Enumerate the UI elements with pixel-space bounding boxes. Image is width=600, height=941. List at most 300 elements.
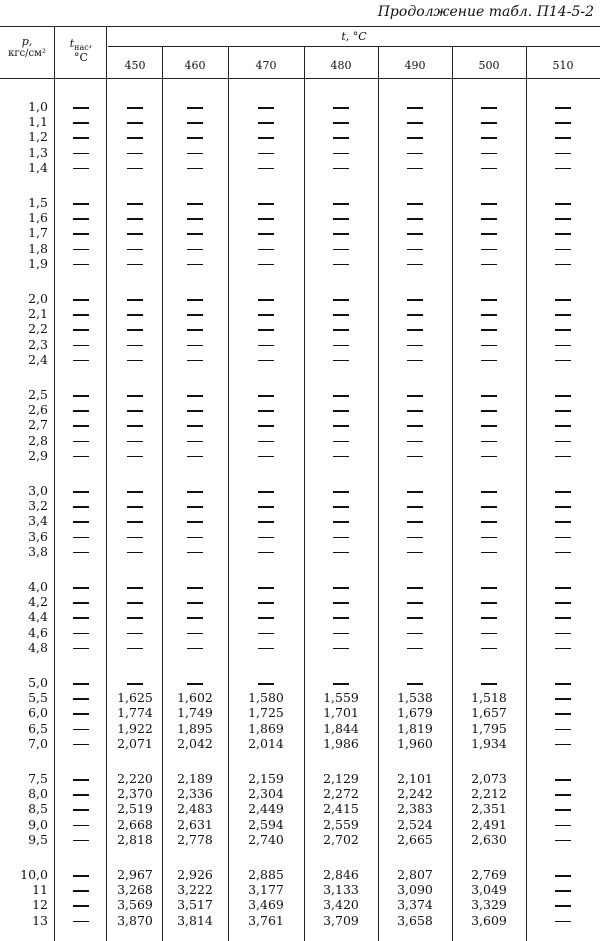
caption: Продолжение табл. П14-5-2 <box>377 4 594 20</box>
value-dash <box>258 249 274 251</box>
value-dash <box>258 648 274 650</box>
value-dash <box>258 395 274 397</box>
rule-vertical <box>526 46 527 941</box>
tsat-dash <box>73 875 89 877</box>
value-dash <box>127 410 143 412</box>
value-dash <box>258 552 274 554</box>
value-dash <box>481 506 497 508</box>
value-cell: 1,844 <box>323 720 359 736</box>
value-dash <box>555 713 571 715</box>
value-dash <box>333 153 349 155</box>
value-dash <box>407 329 423 331</box>
value-dash <box>407 537 423 539</box>
value-dash <box>258 203 274 205</box>
value-dash <box>127 218 143 220</box>
header-temp-490: 490 <box>404 59 426 72</box>
value-dash <box>555 441 571 443</box>
pressure-cell: 7,0 <box>28 735 48 751</box>
value-cell: 2,336 <box>177 786 213 802</box>
value-cell: 2,846 <box>323 867 359 882</box>
value-dash <box>187 345 203 347</box>
value-cell: 2,778 <box>177 831 213 847</box>
value-dash <box>407 587 423 589</box>
pressure-cell: 2,3 <box>28 336 48 352</box>
pressure-cell: 2,7 <box>28 417 48 433</box>
value-dash <box>187 360 203 362</box>
value-cell: 2,630 <box>471 831 507 847</box>
value-dash <box>127 491 143 493</box>
value-dash <box>555 218 571 220</box>
value-dash <box>187 153 203 155</box>
value-dash <box>333 122 349 124</box>
value-cell: 1,725 <box>248 705 284 721</box>
value-dash <box>187 552 203 554</box>
value-dash <box>481 617 497 619</box>
value-dash <box>258 410 274 412</box>
value-dash <box>481 552 497 554</box>
tsat-dash <box>73 537 89 539</box>
value-dash <box>127 602 143 604</box>
value-dash <box>333 299 349 301</box>
value-dash <box>333 410 349 412</box>
value-dash <box>407 456 423 458</box>
value-dash <box>187 633 203 635</box>
value-dash <box>407 648 423 650</box>
value-dash <box>127 203 143 205</box>
pressure-cell: 1,8 <box>28 240 48 256</box>
value-cell: 2,668 <box>117 816 153 832</box>
value-dash <box>127 360 143 362</box>
value-dash <box>187 617 203 619</box>
pressure-cell: 3,6 <box>28 528 48 544</box>
pressure-cell: 4,6 <box>28 624 48 640</box>
value-dash <box>187 683 203 685</box>
value-dash <box>555 203 571 205</box>
value-dash <box>187 314 203 316</box>
tsat-dash <box>73 617 89 619</box>
value-dash <box>555 249 571 251</box>
value-dash <box>555 168 571 170</box>
value-dash <box>407 168 423 170</box>
value-dash <box>333 648 349 650</box>
value-dash <box>127 648 143 650</box>
value-dash <box>127 395 143 397</box>
value-dash <box>555 744 571 746</box>
value-cell: 1,749 <box>177 705 213 721</box>
value-dash <box>407 552 423 554</box>
value-dash <box>333 168 349 170</box>
value-dash <box>481 233 497 235</box>
value-dash <box>555 890 571 892</box>
value-dash <box>481 107 497 109</box>
value-dash <box>258 264 274 266</box>
value-dash <box>407 314 423 316</box>
value-cell: 2,071 <box>117 735 153 751</box>
value-dash <box>481 203 497 205</box>
value-dash <box>258 122 274 124</box>
tsat-dash <box>73 648 89 650</box>
header-temp-480: 480 <box>330 59 352 72</box>
value-cell: 2,559 <box>323 816 359 832</box>
value-dash <box>258 218 274 220</box>
value-dash <box>333 203 349 205</box>
value-dash <box>407 264 423 266</box>
value-dash <box>333 314 349 316</box>
value-dash <box>407 410 423 412</box>
pressure-cell: 2,6 <box>28 402 48 418</box>
value-dash <box>407 137 423 139</box>
value-dash <box>258 521 274 523</box>
value-cell: 1,538 <box>397 690 433 706</box>
tsat-dash <box>73 779 89 781</box>
value-dash <box>127 153 143 155</box>
tsat-dash <box>73 153 89 155</box>
value-cell: 3,222 <box>177 882 213 898</box>
value-dash <box>333 107 349 109</box>
tsat-dash <box>73 825 89 827</box>
value-dash <box>481 345 497 347</box>
value-dash <box>333 521 349 523</box>
value-cell: 2,967 <box>117 867 153 882</box>
pressure-cell: 2,1 <box>28 306 48 322</box>
value-dash <box>555 809 571 811</box>
tsat-dash <box>73 794 89 796</box>
value-dash <box>555 875 571 877</box>
tsat-dash <box>73 456 89 458</box>
value-cell: 2,524 <box>397 816 433 832</box>
value-dash <box>555 107 571 109</box>
value-dash <box>127 107 143 109</box>
value-dash <box>407 218 423 220</box>
value-cell: 2,885 <box>248 867 284 882</box>
pressure-cell: 2,0 <box>28 291 48 306</box>
value-dash <box>333 633 349 635</box>
value-dash <box>481 264 497 266</box>
value-cell: 2,272 <box>323 786 359 802</box>
value-cell: 2,159 <box>248 771 284 786</box>
value-dash <box>187 249 203 251</box>
value-cell: 3,609 <box>471 912 507 928</box>
value-cell: 3,177 <box>248 882 284 898</box>
value-dash <box>258 617 274 619</box>
value-dash <box>481 122 497 124</box>
pressure-cell: 6,5 <box>28 720 48 736</box>
value-dash <box>555 905 571 907</box>
value-dash <box>555 537 571 539</box>
value-dash <box>258 153 274 155</box>
value-dash <box>555 506 571 508</box>
value-dash <box>127 441 143 443</box>
value-dash <box>407 441 423 443</box>
tsat-dash <box>73 506 89 508</box>
value-dash <box>127 329 143 331</box>
value-dash <box>258 506 274 508</box>
value-dash <box>187 122 203 124</box>
value-dash <box>187 425 203 427</box>
value-dash <box>333 249 349 251</box>
value-dash <box>555 683 571 685</box>
tsat-dash <box>73 491 89 493</box>
value-dash <box>407 617 423 619</box>
value-cell: 1,518 <box>471 690 507 706</box>
value-cell: 2,304 <box>248 786 284 802</box>
value-dash <box>555 456 571 458</box>
pressure-cell: 1,1 <box>28 114 48 130</box>
pressure-cell: 4,0 <box>28 579 48 594</box>
value-dash <box>555 521 571 523</box>
pressure-cell: 3,8 <box>28 543 48 559</box>
tsat-dash <box>73 840 89 842</box>
value-dash <box>333 552 349 554</box>
value-dash <box>333 602 349 604</box>
value-dash <box>555 794 571 796</box>
value-cell: 1,895 <box>177 720 213 736</box>
value-dash <box>333 137 349 139</box>
value-dash <box>555 153 571 155</box>
tsat-dash <box>73 360 89 362</box>
value-dash <box>407 233 423 235</box>
value-dash <box>555 122 571 124</box>
tsat-dash <box>73 122 89 124</box>
header-tsat: $t_{нас}$, <box>69 37 93 53</box>
value-cell: 2,483 <box>177 801 213 817</box>
value-cell: 2,220 <box>117 771 153 786</box>
value-cell: 3,420 <box>323 897 359 913</box>
value-dash <box>127 425 143 427</box>
value-dash <box>481 491 497 493</box>
tsat-dash <box>73 552 89 554</box>
tsat-dash <box>73 264 89 266</box>
value-cell: 2,242 <box>397 786 433 802</box>
value-dash <box>555 617 571 619</box>
tsat-dash <box>73 698 89 700</box>
value-cell: 2,807 <box>397 867 433 882</box>
value-dash <box>555 779 571 781</box>
value-dash <box>258 683 274 685</box>
value-dash <box>187 264 203 266</box>
value-dash <box>187 233 203 235</box>
tsat-dash <box>73 137 89 139</box>
value-cell: 2,351 <box>471 801 507 817</box>
tsat-dash <box>73 744 89 746</box>
value-cell: 2,818 <box>117 831 153 847</box>
value-dash <box>258 441 274 443</box>
value-dash <box>481 425 497 427</box>
value-dash <box>127 587 143 589</box>
value-dash <box>333 395 349 397</box>
pressure-cell: 1,3 <box>28 144 48 160</box>
pressure-cell: 1,0 <box>28 99 48 114</box>
value-dash <box>555 329 571 331</box>
value-cell: 1,602 <box>177 690 213 706</box>
value-dash <box>187 137 203 139</box>
pressure-cell: 1,7 <box>28 225 48 241</box>
header-t-label: t, °C <box>341 30 367 43</box>
value-dash <box>187 410 203 412</box>
value-dash <box>127 617 143 619</box>
value-dash <box>333 329 349 331</box>
value-dash <box>555 410 571 412</box>
value-dash <box>481 218 497 220</box>
value-dash <box>258 602 274 604</box>
value-dash <box>333 218 349 220</box>
value-dash <box>187 218 203 220</box>
value-dash <box>555 314 571 316</box>
tsat-dash <box>73 683 89 685</box>
value-dash <box>481 633 497 635</box>
value-dash <box>187 648 203 650</box>
pressure-cell: 8,5 <box>28 801 48 817</box>
tsat-dash <box>73 905 89 907</box>
value-dash <box>187 521 203 523</box>
value-dash <box>555 345 571 347</box>
value-cell: 1,580 <box>248 690 284 706</box>
tsat-dash <box>73 587 89 589</box>
value-dash <box>258 168 274 170</box>
value-dash <box>407 360 423 362</box>
pressure-cell: 2,2 <box>28 321 48 337</box>
value-cell: 2,449 <box>248 801 284 817</box>
value-cell: 2,631 <box>177 816 213 832</box>
value-dash <box>481 137 497 139</box>
value-dash <box>407 249 423 251</box>
value-dash <box>127 264 143 266</box>
header-tsat-sub: нас <box>74 43 89 53</box>
value-dash <box>187 299 203 301</box>
tsat-dash <box>73 329 89 331</box>
header-temp-450: 450 <box>124 59 146 72</box>
value-dash <box>258 456 274 458</box>
pressure-cell: 5,5 <box>28 690 48 706</box>
value-dash <box>481 329 497 331</box>
value-dash <box>333 506 349 508</box>
value-cell: 2,370 <box>117 786 153 802</box>
value-dash <box>407 506 423 508</box>
value-dash <box>127 633 143 635</box>
tsat-dash <box>73 890 89 892</box>
tsat-dash <box>73 633 89 635</box>
value-dash <box>333 683 349 685</box>
pressure-cell: 13 <box>32 912 48 928</box>
value-dash <box>407 107 423 109</box>
value-cell: 1,679 <box>397 705 433 721</box>
tsat-dash <box>73 602 89 604</box>
value-cell: 2,415 <box>323 801 359 817</box>
value-dash <box>258 137 274 139</box>
value-cell: 1,795 <box>471 720 507 736</box>
value-dash <box>127 233 143 235</box>
value-dash <box>333 345 349 347</box>
value-dash <box>187 506 203 508</box>
header-temp-510: 510 <box>552 59 574 72</box>
value-cell: 3,329 <box>471 897 507 913</box>
pressure-cell: 9,5 <box>28 831 48 847</box>
value-dash <box>407 602 423 604</box>
pressure-cell: 12 <box>32 897 48 913</box>
value-dash <box>258 314 274 316</box>
pressure-cell: 1,5 <box>28 195 48 210</box>
pressure-cell: 4,4 <box>28 609 48 625</box>
tsat-dash <box>73 921 89 923</box>
value-dash <box>481 537 497 539</box>
pressure-cell: 3,0 <box>28 483 48 498</box>
value-cell: 2,491 <box>471 816 507 832</box>
value-dash <box>555 633 571 635</box>
value-dash <box>258 537 274 539</box>
value-dash <box>555 552 571 554</box>
tsat-dash <box>73 425 89 427</box>
tsat-dash <box>73 314 89 316</box>
value-dash <box>481 441 497 443</box>
value-dash <box>187 491 203 493</box>
value-dash <box>127 456 143 458</box>
value-dash <box>333 456 349 458</box>
value-dash <box>333 537 349 539</box>
tsat-dash <box>73 233 89 235</box>
value-dash <box>333 441 349 443</box>
tsat-dash <box>73 713 89 715</box>
value-dash <box>407 395 423 397</box>
value-cell: 2,665 <box>397 831 433 847</box>
value-dash <box>481 395 497 397</box>
value-cell: 3,133 <box>323 882 359 898</box>
value-cell: 2,740 <box>248 831 284 847</box>
pressure-cell: 1,9 <box>28 255 48 271</box>
tsat-dash <box>73 441 89 443</box>
value-dash <box>481 153 497 155</box>
value-dash <box>555 233 571 235</box>
value-dash <box>258 329 274 331</box>
value-dash <box>407 683 423 685</box>
value-cell: 3,569 <box>117 897 153 913</box>
value-dash <box>127 137 143 139</box>
value-dash <box>333 491 349 493</box>
value-dash <box>555 648 571 650</box>
value-cell: 3,761 <box>248 912 284 928</box>
tsat-dash <box>73 521 89 523</box>
value-dash <box>555 491 571 493</box>
value-cell: 2,702 <box>323 831 359 847</box>
tsat-dash <box>73 395 89 397</box>
pressure-cell: 10,0 <box>20 867 48 882</box>
value-cell: 3,469 <box>248 897 284 913</box>
value-cell: 1,625 <box>117 690 153 706</box>
value-dash <box>127 314 143 316</box>
value-dash <box>481 249 497 251</box>
value-dash <box>407 122 423 124</box>
header-tsat-unit: °C <box>74 51 88 64</box>
value-dash <box>258 587 274 589</box>
value-cell: 2,073 <box>471 771 507 786</box>
value-dash <box>481 683 497 685</box>
value-dash <box>333 233 349 235</box>
tsat-dash <box>73 410 89 412</box>
value-dash <box>407 203 423 205</box>
value-dash <box>127 521 143 523</box>
value-dash <box>407 425 423 427</box>
tsat-dash <box>73 729 89 731</box>
value-dash <box>127 537 143 539</box>
pressure-cell: 6,0 <box>28 705 48 721</box>
value-dash <box>555 299 571 301</box>
value-cell: 2,189 <box>177 771 213 786</box>
value-cell: 1,986 <box>323 735 359 751</box>
pressure-cell: 1,4 <box>28 159 48 175</box>
pressure-cell: 1,2 <box>28 129 48 145</box>
value-dash <box>333 587 349 589</box>
value-dash <box>407 299 423 301</box>
tsat-dash <box>73 809 89 811</box>
